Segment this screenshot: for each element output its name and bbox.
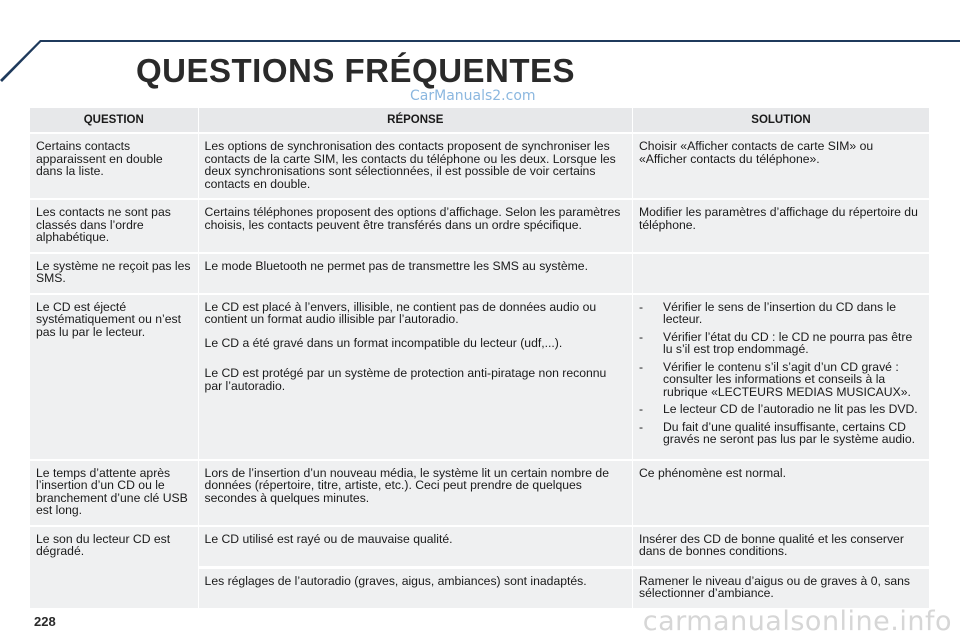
answer-paragraph: Le CD est protégé par un système de protection anti-piratage non reconnu par l’autoradio. — [204, 366, 607, 393]
solution-cell: Insérer des CD de bonne qualité et les conserver dans de bonnes conditions. — [633, 525, 930, 566]
list-item-text: Vérifier le contenu s’il s’agit d’un CD gravé : consulter les informations et conseils à la rubrique «LECTEURS MEDIAS MUSICAUX». — [662, 359, 911, 399]
question-cell: Le CD est éjecté systématiquement ou n’est pas lu par le lecteur. — [30, 293, 199, 459]
table-row — [30, 252, 930, 293]
answer-cell: Certains téléphones proposent des options d’affichage. Selon les paramètres choisis, les contacts peuvent être transférés dans un ordre spécifique. — [199, 198, 633, 252]
dash-marker: - — [638, 402, 644, 416]
watermark-bottom: carmanualsonline.info — [642, 606, 952, 637]
dash-marker: - — [638, 359, 644, 374]
dash-marker: - — [638, 329, 644, 344]
column-header-question: QUESTION — [30, 108, 199, 132]
question-cell: Les contacts ne sont pas classés dans l’ordre alphabétique. — [30, 198, 199, 252]
table-row — [30, 293, 930, 459]
table-row — [30, 525, 930, 566]
list-item-text: Vérifier le sens de l’insertion du CD dans le lecteur. — [662, 299, 897, 326]
answer-cell: Les options de synchronisation des contacts proposent de synchroniser les contacts de la carte SIM, les contacts du téléphone ou les deux. Lorsque les deux synchronisations sont sélectionnées, il est possible de voir certains contacts en double. — [199, 132, 633, 198]
solution-cell: Ce phénomène est normal. — [633, 459, 930, 525]
watermark-top: CarManuals2.com — [410, 88, 536, 104]
solution-list — [639, 301, 923, 446]
dash-marker: - — [638, 299, 644, 314]
answer-cell: Le mode Bluetooth ne permet pas de transmettre les SMS au système. — [199, 252, 633, 293]
answer-cell: Lors de l’insertion d’un nouveau média, le système lit un certain nombre de données (répertoire, titre, artiste, etc.). Ceci peut prendre de quelques secondes à quelques minutes. — [199, 459, 633, 525]
question-cell: Certains contacts apparaissent en double dans la liste. — [30, 132, 199, 198]
table-row — [30, 198, 930, 252]
table-row — [30, 459, 930, 525]
answer-cell: Les réglages de l’autoradio (graves, aigus, ambiances) sont inadaptés. — [199, 566, 633, 608]
answer-cell: Le CD utilisé est rayé ou de mauvaise qualité. — [199, 525, 633, 566]
page-number: 228 — [34, 614, 56, 629]
answer-paragraph: Le CD est placé à l’envers, illisible, ne contient pas de données audio ou contient un format audio illisible par l’autoradio. — [204, 299, 597, 326]
answer-cell — [199, 293, 633, 459]
question-cell: Le temps d’attente après l’insertion d’un CD ou le branchement d’une clé USB est long. — [30, 459, 199, 525]
table-row — [30, 132, 930, 198]
table-header-row — [30, 108, 930, 132]
column-header-answer: RÉPONSE — [199, 108, 633, 132]
list-item-text: Du fait d’une qualité insuffisante, certains CD gravés ne seront pas lus par le système audio. — [662, 419, 915, 446]
faq-table — [30, 108, 930, 608]
dash-marker: - — [638, 419, 644, 434]
page-title: QUESTIONS FRÉQUENTES — [136, 52, 576, 89]
solution-cell: Ramener le niveau d’aigus ou de graves à 0, sans sélectionner d’ambiance. — [633, 566, 930, 608]
solution-cell: Modifier les paramètres d’affichage du répertoire du téléphone. — [633, 198, 930, 252]
list-item — [639, 331, 923, 356]
solution-cell — [633, 252, 930, 293]
list-item — [639, 301, 923, 326]
column-header-solution: SOLUTION — [633, 108, 930, 132]
list-item — [639, 403, 923, 416]
list-item-text: Le lecteur CD de l’autoradio ne lit pas les DVD. — [662, 402, 918, 416]
question-cell: Le son du lecteur CD est dégradé. — [30, 525, 199, 608]
solution-cell: Choisir «Afficher contacts de carte SIM» ou «Afficher contacts du téléphone». — [633, 132, 930, 198]
list-item — [639, 361, 923, 399]
question-cell: Le système ne reçoit pas les SMS. — [30, 252, 199, 293]
answer-paragraph: Le CD a été gravé dans un format incompatible du lecteur (udf,...). — [204, 335, 563, 350]
solution-cell — [633, 293, 930, 459]
list-item-text: Vérifier l’état du CD : le CD ne pourra pas être lu s’il est trop endommagé. — [662, 329, 913, 356]
list-item — [639, 421, 923, 446]
